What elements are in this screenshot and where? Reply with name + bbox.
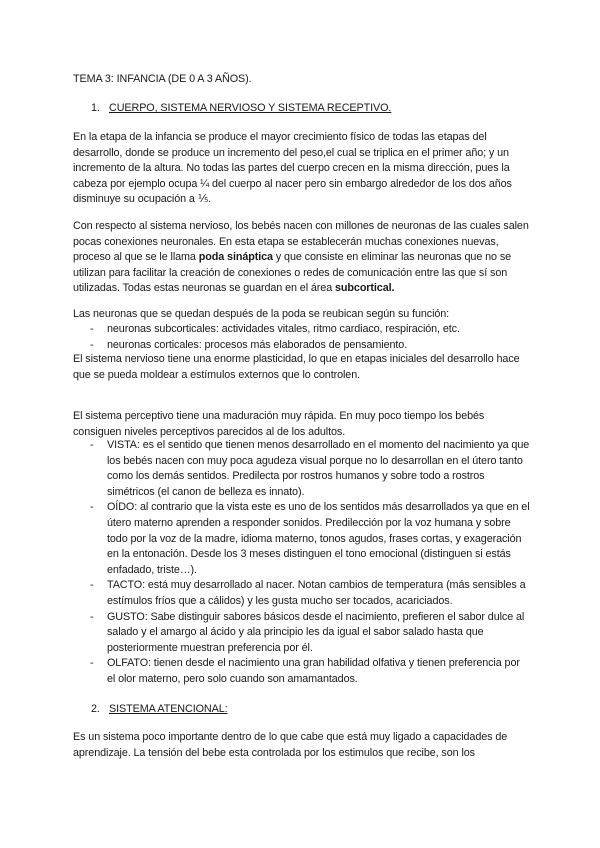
paragraph-plasticity: El sistema nervioso tiene una enorme plasticidad, lo que en etapas iniciales del desarrollo hace que se pueda moldear a estímulos externos que lo controlen. (73, 353, 520, 381)
section-2-heading (91, 702, 228, 718)
section-1-heading (91, 101, 391, 117)
list-item-text: OLFATO: tienen desde el nacimiento una gran habilidad olfativa y tienen preferencia por el olor materno, pero solo cuando son amamantados. (107, 657, 520, 685)
bullet-dash: - (90, 610, 94, 623)
paragraph-neurons-intro: Las neuronas que se quedan después de la poda se reubican según su función: (73, 308, 450, 320)
list-item-text: VISTA: es el sentido que tienen menos desarrollado en el momento del nacimiento ya que los bebés nacen con muy poca agudeza visual porque no lo desarrollan en el útero tanto como los demás sentidos. Predilecta por rostros humanos y sobre todo a rostros simétricos (el canon de belleza es innato). (107, 439, 530, 498)
senses-list (90, 438, 530, 688)
list-item-text: neuronas subcorticales: actividades vitales, ritmo cardiaco, respiración, etc. (107, 323, 460, 335)
bullet-dash: - (90, 579, 94, 592)
bullet-dash: - (90, 501, 94, 514)
bold-term-synaptic-pruning: poda sináptica (198, 251, 273, 264)
section-2-title: SISTEMA ATENCIONAL: (109, 703, 228, 715)
paragraph-nervous-system (73, 219, 533, 297)
paragraph-perceptive-system: El sistema perceptivo tiene una maduración muy rápida. En muy poco tiempo los bebés consiguen niveles perceptivos parecidos al de los adultos. (73, 410, 485, 438)
paragraph-attention: Es un sistema poco importante dentro de lo que cabe que está muy ligado a capacidades de aprendizaje. La tensión del bebe esta controlada por los estimulos que recibe, son los (73, 731, 508, 759)
list-item-oido (90, 500, 530, 578)
bullet-dash: - (90, 338, 94, 351)
bullet-dash: - (90, 323, 94, 335)
list-item-gusto (90, 610, 530, 657)
list-item (90, 322, 530, 338)
neuron-list (90, 322, 530, 353)
list-item (90, 338, 530, 354)
bullet-dash: - (90, 657, 94, 670)
document-title: TEMA 3: INFANCIA (DE 0 A 3 AÑOS). (73, 73, 252, 85)
section-1-number: 1. (91, 102, 100, 114)
list-item-tacto (90, 578, 530, 609)
section-2-number: 2. (91, 703, 100, 715)
section-1-title: CUERPO, SISTEMA NERVIOSO Y SISTEMA RECEPTIVO. (109, 102, 392, 114)
list-item-text: GUSTO: Sabe distinguir sabores básicos desde el nacimiento, prefieren el sabor dulce al salado y el amargo al ácido y ala principio les da igual el sabor salado hasta que posteriormente muestran preferencia por él. (107, 610, 525, 654)
paragraph-text: Con respecto al sistema nervioso, los bebés nacen con millones de neuronas de las cuales salen pocas conexiones neuronales. En esta etapa se establecerán muchas conexiones nuevas, proceso al que se le llama (73, 220, 529, 264)
list-item-vista (90, 438, 530, 500)
bold-term-subcortical: subcortical. (335, 282, 395, 295)
list-item-text: OÍDO: al contrario que la vista este es uno de los sentidos más desarrollados ya que en el útero materno aprenden a responder sonidos. Predilección por la voz humana y sobre todo por la voz de la madre, idioma materno, tonos agudos, frases cortas, y exageración en la entonación. Desde los 3 meses distinguen el tono emocional (distinguen si estás enfadado, triste…). (107, 501, 530, 576)
paragraph-text: y que consiste en eliminar las neuronas que no se utilizan para facilitar la creación de conexiones o redes de comunicación entre las que sí son utilizadas. Todas estas neuronas se guardan en el área (73, 251, 512, 295)
list-item-olfato (90, 656, 530, 687)
paragraph-growth: En la etapa de la infancia se produce el mayor crecimiento físico de todas las etapas del desarrollo, donde se produce un incremento del peso,el cual se triplica en el primer año; y un incremento de la altura. No todas las partes del cuerpo crecen en la misma dirección, pues la cabeza por ejemplo ocupa ¼ del cuerpo al nacer pero sin embargo alrededor de los dos años disminuye su ocupación a ⅕. (73, 131, 512, 206)
list-item-text: neuronas corticales: procesos más elaborados de pensamiento. (107, 338, 408, 351)
list-item-text: TACTO: está muy desarrollado al nacer. Notan cambios de temperatura (más sensibles a estímulos fríos que a cálidos) y les gusta mucho ser tocados, acariciados. (107, 579, 526, 607)
bullet-dash: - (90, 439, 94, 451)
